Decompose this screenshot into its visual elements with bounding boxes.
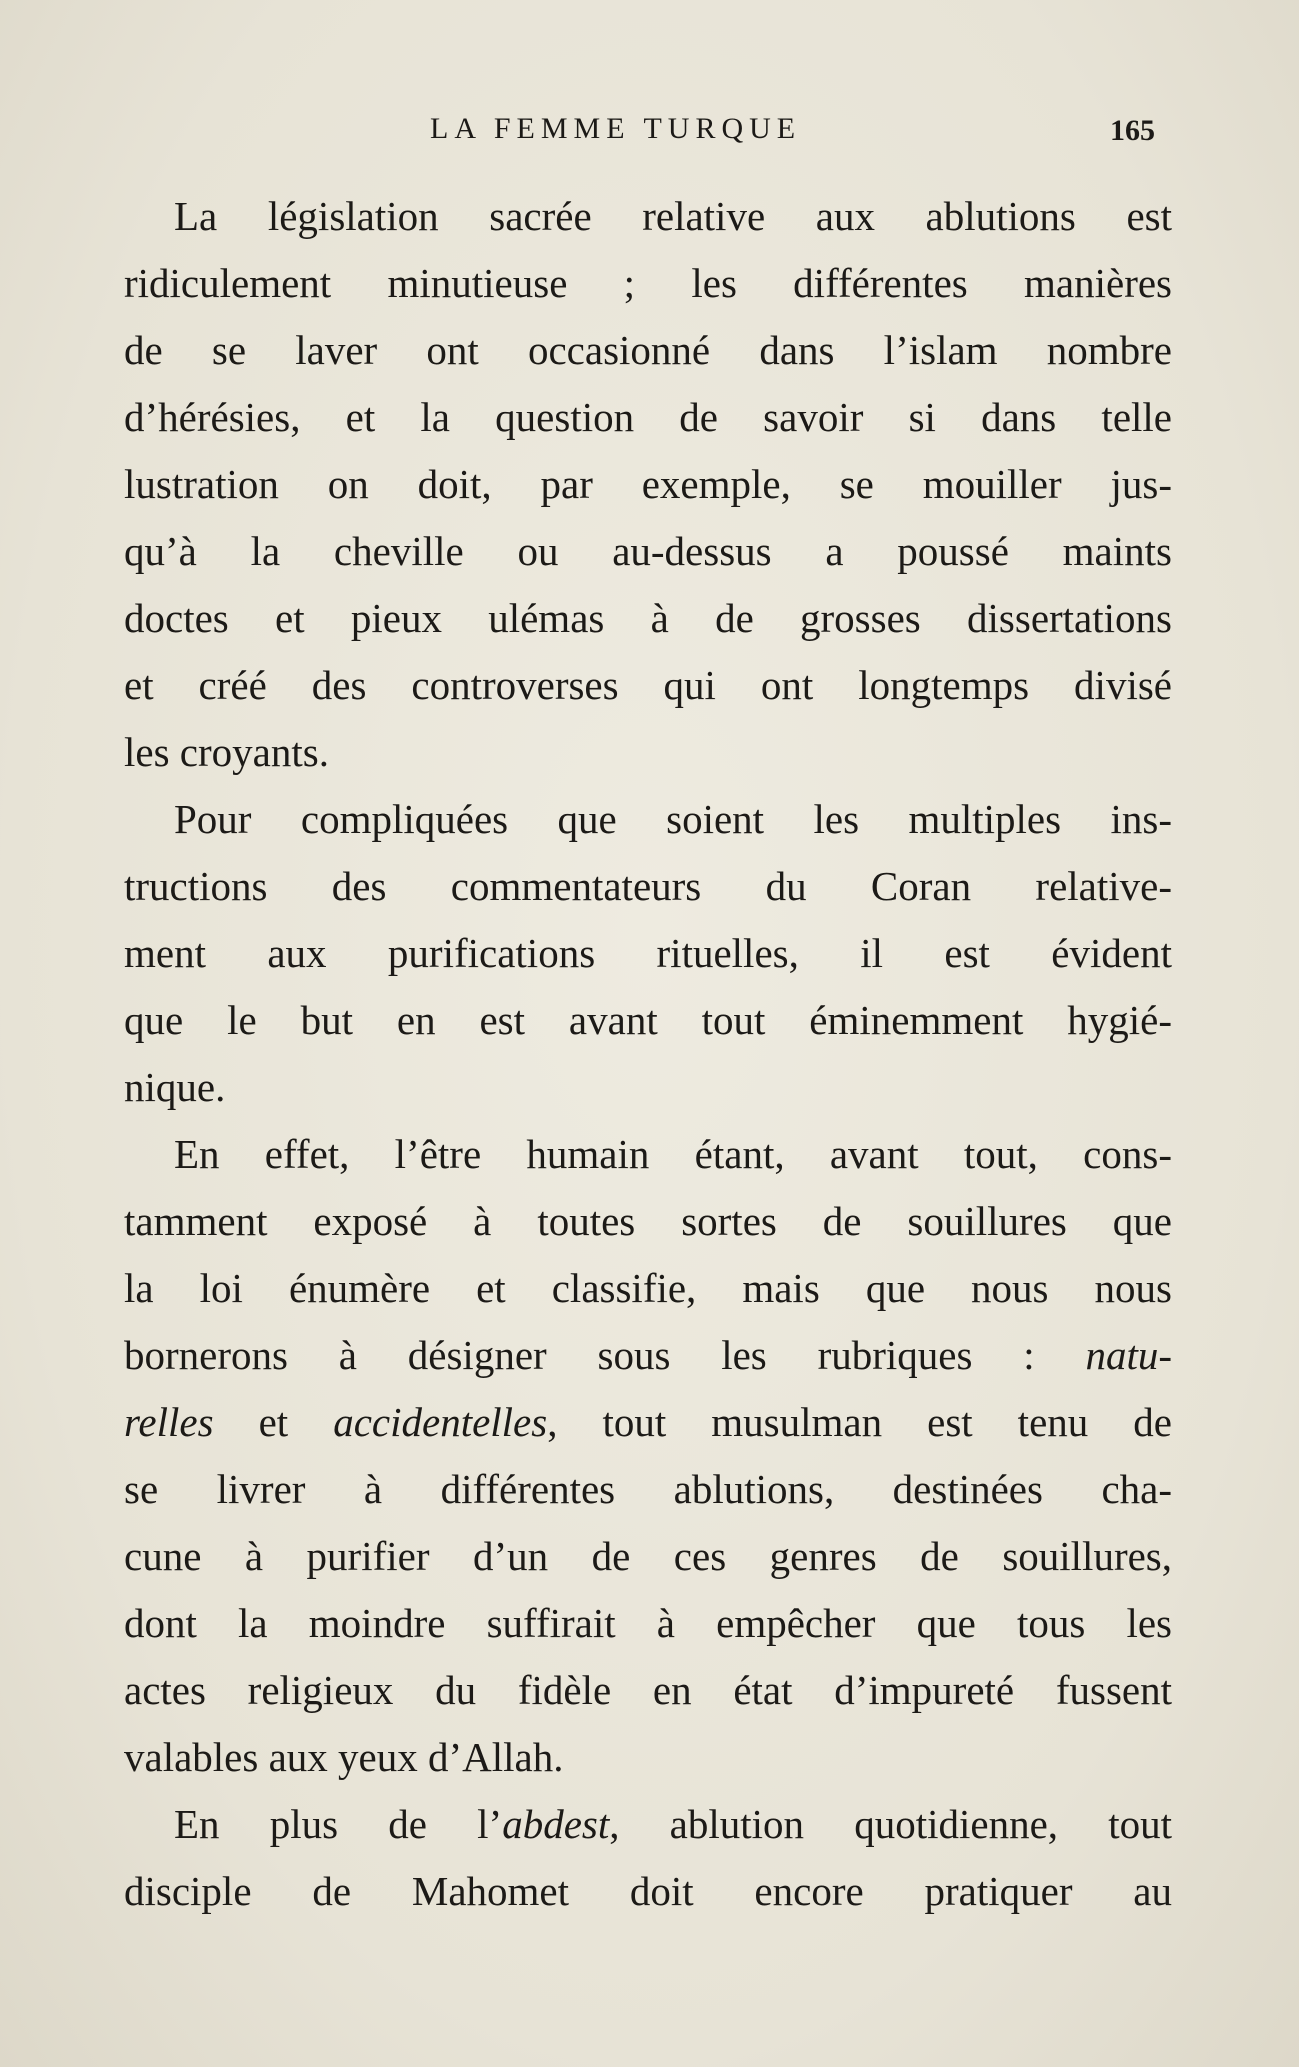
text-line: En effet, l’être humain étant, avant tout, cons- xyxy=(174,1131,1172,1177)
text-line: disciple de Mahomet doit encore pratiquer au xyxy=(124,1868,1172,1914)
text-segment: bornerons à désigner sous les rubriques : xyxy=(124,1332,1086,1378)
text-line: ment aux purifications rituelles, il est évident xyxy=(124,930,1172,976)
text-line: nique. xyxy=(124,1064,226,1110)
text-line: dont la moindre suffirait à empêcher que tous les xyxy=(124,1600,1172,1646)
text-line: doctes et pieux ulémas à de grosses dissertations xyxy=(124,595,1172,641)
running-head xyxy=(0,112,1299,152)
text-line: d’hérésies, et la question de savoir si dans telle xyxy=(124,394,1172,440)
text-segment: En plus de l’ xyxy=(174,1801,503,1847)
text-line: Pour compliquées que soient les multiples ins- xyxy=(174,796,1172,842)
text-segment: , tout musulman est tenu de xyxy=(547,1399,1172,1445)
text-line: tructions des commentateurs du Coran relative- xyxy=(124,863,1172,909)
page-number: 165 xyxy=(1110,114,1155,147)
text-line: se livrer à différentes ablutions, destinées cha- xyxy=(124,1466,1172,1512)
text-segment: , ablution quotidienne, tout xyxy=(609,1801,1172,1847)
text-line: tamment exposé à toutes sortes de souillures que xyxy=(124,1198,1172,1244)
text-line: ridiculement minutieuse ; les différentes manières xyxy=(124,260,1172,306)
text-line: actes religieux du fidèle en état d’impureté fussent xyxy=(124,1667,1172,1713)
text-segment: et xyxy=(213,1399,334,1445)
text-line: cune à purifier d’un de ces genres de souillures, xyxy=(124,1533,1172,1579)
text-line xyxy=(124,1322,1172,1389)
text-line: de se laver ont occasionné dans l’islam nombre xyxy=(124,327,1172,373)
text-line: la loi énumère et classifie, mais que nous nous xyxy=(124,1265,1172,1311)
text-line: que le but en est avant tout éminemment hygié- xyxy=(124,997,1172,1043)
italic-word: relles xyxy=(124,1399,214,1445)
italic-word: natu- xyxy=(1085,1332,1172,1378)
text-line xyxy=(124,1791,1172,1858)
text-line: lustration on doit, par exemple, se mouiller jus- xyxy=(124,461,1172,507)
italic-word: accidentelles xyxy=(333,1399,548,1445)
italic-word: abdest xyxy=(502,1801,610,1847)
running-title: LA FEMME TURQUE xyxy=(430,112,802,145)
text-line: La législation sacrée relative aux ablutions est xyxy=(174,193,1172,239)
text-line: et créé des controverses qui ont longtemps divisé xyxy=(124,662,1172,708)
text-line xyxy=(124,1389,1172,1456)
text-line: valables aux yeux d’Allah. xyxy=(124,1734,564,1780)
body-text xyxy=(124,183,1172,1925)
text-line: les croyants. xyxy=(124,729,329,775)
text-line: qu’à la cheville ou au-dessus a poussé maints xyxy=(124,528,1172,574)
